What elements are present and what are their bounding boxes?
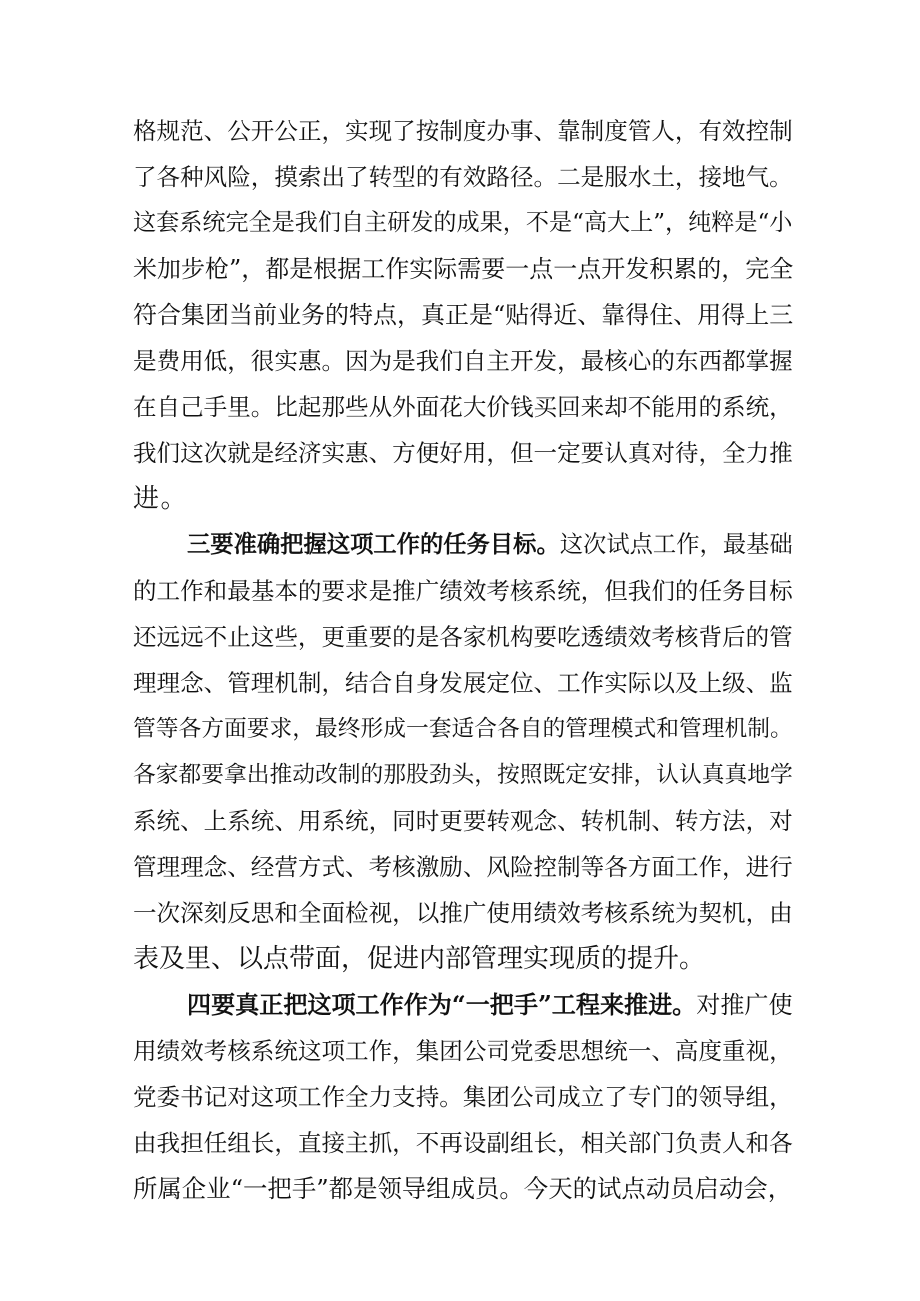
paragraph-line: 由我担任组长，直接主抓，不再设副组长，相关部门负责人和各 — [133, 1129, 793, 1157]
paragraph-line: 这套系统完全是我们自主研发的成果，不是“高大上”，纯粹是“小 — [133, 210, 793, 236]
paragraph-line: 一次深刻反思和全面检视，以推广使用绩效考核系统为契机，由 — [133, 899, 793, 927]
paragraph-line: 各家都要拿出推动改制的那股劲头，按照既定安排，认认真真地学 — [133, 762, 793, 788]
paragraph-line: 符合集团当前业务的特点，真正是“贴得近、靠得住、用得上三 — [133, 301, 794, 329]
section-heading: 四要真正把这项工作作为“一把手”工程来推进。 — [187, 990, 697, 1019]
paragraph-line: 我们这次就是经济实惠、方便好用，但一定要认真对待，全力推 — [133, 439, 793, 467]
paragraph-line — [187, 985, 793, 1025]
paragraph-line: 还远远不止这些，更重要的是各家机构要吃透绩效考核背后的管 — [133, 623, 793, 651]
paragraph-line: 米加步枪”，都是根据工作实际需要一点一点开发积累的，完全 — [133, 255, 794, 283]
paragraph-line: 的工作和最基本的要求是推广绩效考核系统，但我们的任务目标 — [133, 577, 793, 605]
paragraph-line: 理理念、管理机制，结合自身发展定位、工作实际以及上级、监 — [133, 669, 793, 697]
paragraph-text: 对推广使 — [696, 991, 793, 1019]
paragraph-line: 表及里、以点带面，促进内部管理实现质的提升。 — [133, 944, 706, 974]
paragraph-text: 这次试点工作，最基础 — [559, 531, 793, 558]
paragraph-line: 党委书记对这项工作全力支持。集团公司成立了专门的领导组， — [133, 1083, 793, 1111]
paragraph-line: 系统、上系统、用系统，同时更要转观念、转机制、转方法，对 — [133, 807, 793, 835]
paragraph-line: 格规范、公开公正，实现了按制度办事、靠制度管人，有效控制 — [133, 117, 793, 145]
section-heading: 三要准确把握这项工作的任务目标。 — [187, 531, 560, 558]
paragraph-line: 所属企业“一把手”都是领导组成员。今天的试点动员启动会， — [133, 1174, 793, 1203]
paragraph-line: 管等各方面要求，最终形成一套适合各自的管理模式和管理机制。 — [133, 716, 793, 742]
paragraph-line: 是费用低，很实惠。因为是我们自主开发，最核心的东西都掌握 — [133, 347, 793, 375]
paragraph-line: 了各种风险，摸索出了转型的有效路径。二是服水土，接地气。 — [133, 163, 793, 191]
paragraph-line — [187, 525, 793, 565]
paragraph-line: 用绩效考核系统这项工作，集团公司党委思想统一、高度重视， — [133, 1037, 793, 1065]
paragraph-line: 管理理念、经营方式、考核激励、风险控制等各方面工作，进行 — [133, 853, 793, 881]
paragraph-line: 进。 — [133, 484, 189, 514]
paragraph-line: 在自己手里。比起那些从外面花大价钱买回来却不能用的系统， — [133, 393, 793, 421]
